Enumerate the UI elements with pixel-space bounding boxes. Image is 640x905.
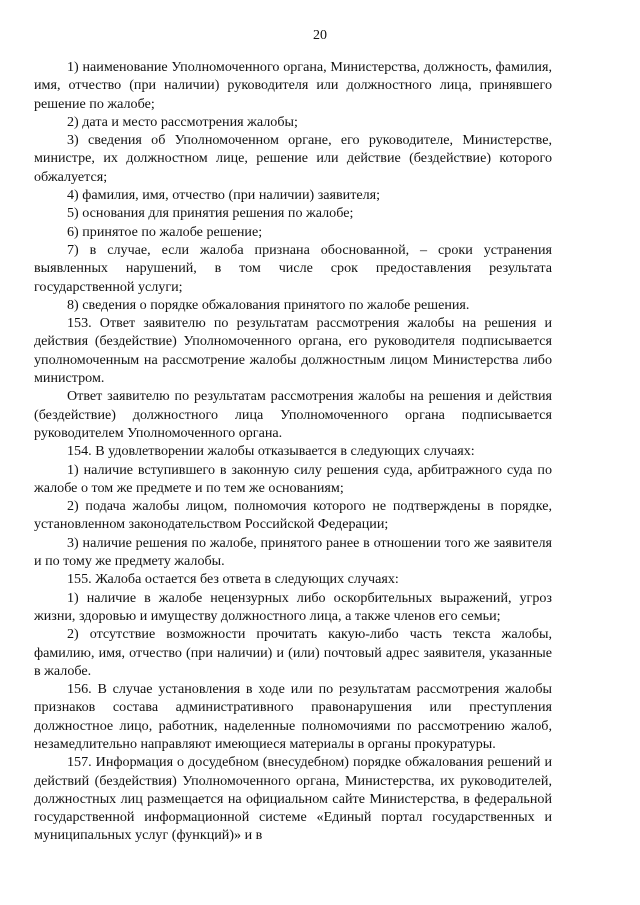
paragraph: 6) принятое по жалобе решение; bbox=[67, 223, 263, 240]
paragraph: 1) наименование Уполномоченного органа, Министерства, должность, фамилия, имя, отчество (при наличии) руководителя или должностного лица, принявшего решение по жалобе; bbox=[34, 59, 552, 112]
paragraph: 3) наличие решения по жалобе, принятого ранее в отношении того же заявителя и по тому же предмету жалобы. bbox=[34, 534, 552, 570]
document-body bbox=[34, 58, 552, 845]
paragraph: 155. Жалоба остается без ответа в следующих случаях: bbox=[67, 571, 399, 588]
paragraph: 4) фамилия, имя, отчество (при наличии) заявителя; bbox=[67, 187, 381, 204]
paragraph: 2) дата и место рассмотрения жалобы; bbox=[67, 113, 298, 130]
paragraph: 7) в случае, если жалоба признана обоснованной, – сроки устранения выявленных нарушений, в том числе срок предоставления результата государственной услуги; bbox=[34, 241, 552, 295]
paragraph: Ответ заявителю по результатам рассмотрения жалобы на решения и действия (бездействие) должностного лица Уполномоченного органа подписывается руководителем Уполномоченного органа. bbox=[34, 388, 552, 441]
paragraph: 5) основания для принятия решения по жалобе; bbox=[67, 205, 354, 222]
page-number: 20 bbox=[313, 28, 327, 43]
paragraph: 2) отсутствие возможности прочитать какую-либо часть текста жалобы, фамилию, имя, отчество (при наличии) и (или) почтовый адрес заявителя, указанные в жалобе. bbox=[34, 626, 552, 679]
paragraph: 154. В удовлетворении жалобы отказывается в следующих случаях: bbox=[67, 443, 475, 460]
paragraph: 2) подача жалобы лицом, полномочия которого не подтверждены в порядке, установленном законодательством Российской Федерации; bbox=[34, 498, 552, 533]
paragraph: 157. Информация о досудебном (внесудебном) порядке обжалования решений и действий (бездействия) Уполномоченного органа, Министерства, их руководителей, должностных лиц размещается на официальном сайте Министерства, в федеральной государственной информационной системе «Единый портал государственных и муниципальных услуг (функций)» и в bbox=[34, 754, 552, 844]
paragraph: 153. Ответ заявителю по результатам рассмотрения жалобы на решения и действия (бездействие) Уполномоченного органа, его руководителя подписывается уполномоченным на рассмотрение жалобы должностным лицом Министерства либо министром. bbox=[34, 315, 552, 387]
paragraph: 156. В случае установления в ходе или по результатам рассмотрения жалобы признаков состава административного правонарушения или преступления должностное лицо, работник, наделенные полномочиями по рассмотрению жалоб, незамедлительно направляют имеющиеся материалы в органы прокуратуры. bbox=[34, 681, 552, 752]
paragraph: 3) сведения об Уполномоченном органе, его руководителе, Министерстве, министре, их должностном лице, решение или действие (бездействие) которого обжалуется; bbox=[34, 132, 552, 185]
paragraph: 1) наличие вступившего в законную силу решения суда, арбитражного суда по жалобе о том же предмете и по тем же основаниям; bbox=[34, 461, 552, 496]
paragraph: 8) сведения о порядке обжалования принятого по жалобе решения. bbox=[67, 296, 470, 313]
paragraph: 1) наличие в жалобе нецензурных либо оскорбительных выражений, угроз жизни, здоровью и имуществу должностного лица, а также членов его семьи; bbox=[34, 589, 552, 624]
